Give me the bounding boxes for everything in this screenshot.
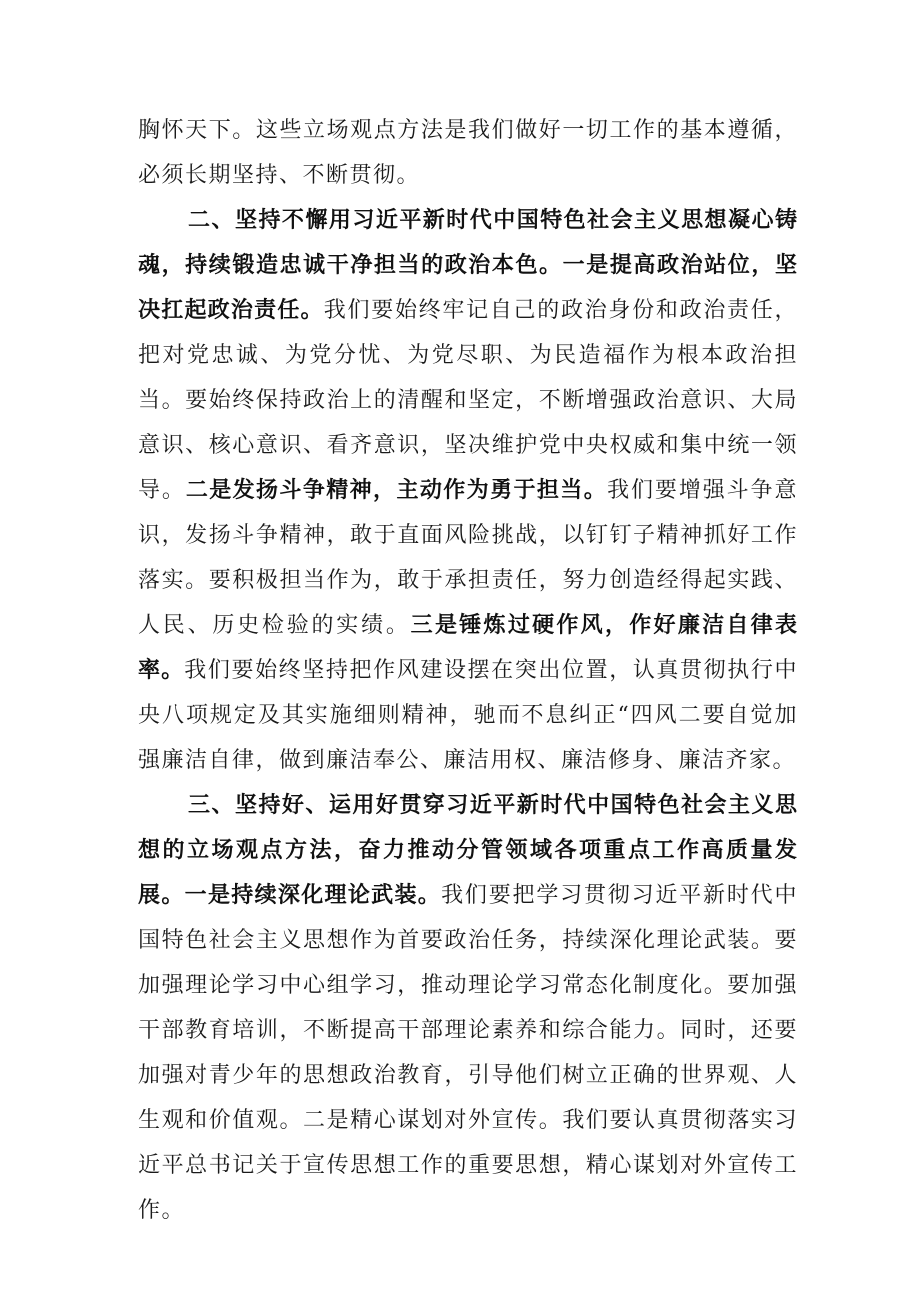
section-heading: 三、坚持好、运用好贯穿习近平新时代中国特色社会主义思想的立场观点方法，奋力推动分管领域各项重点工作高质量发展。 — [138, 793, 798, 908]
subpoint-text: 我们要增强斗争意识，发扬斗争精神，敢于直面风险挑战，以钉钉子精神抓好工作落实。要积极担当作为，敢于承担责任，努力创造经得起实践、人民、历史检验的实绩。 — [138, 478, 798, 638]
subpoint-text: 我们要把学习贯彻习近平新时代中国特色社会主义思想作为首要政治任务，持续深化理论武装。要加强理论学习中心组学习，推动理论学习常态化制度化。要加强干部教育培训，不断提高干部理论素养和综合能力。同时，还要加强对青少年的思想政治教育，引导他们树立正确的世界观、人生观和价值观。二是精心谋划对外宣传。我们要认真贯彻落实习近平总书记关于宣传思想工作的重要思想，精心谋划对外宣传工作。 — [138, 883, 798, 1223]
subpoint-text: 我们要始终坚持把作风建设摆在突出位置，认真贯彻执行中央八项规定及其实施细则精神，驰而不息纠正“四风二要自觉加强廉洁自律，做到廉洁奉公、廉洁用权、廉洁修身、廉洁齐家。 — [138, 658, 798, 773]
paragraph-text: 胸怀天下。这些立场观点方法是我们做好一切工作的基本遵循，必须长期坚持、不断贯彻。 — [138, 118, 798, 188]
paragraph-section-two — [138, 198, 798, 783]
subpoint-text: 我们要始终牢记自己的政治身份和政治责任，把对党忠诚、为党分忧、为党尽职、为民造福作为根本政治担当。要始终保持政治上的清醒和坚定，不断增强政治意识、大局意识、核心意识、看齐意识，坚决维护党中央权威和集中统一领导。 — [138, 298, 798, 503]
subpoint-title: 一是持续深化理论武装。 — [184, 883, 442, 908]
document-body — [138, 108, 798, 1233]
paragraph-continuation — [138, 108, 798, 198]
paragraph-section-three — [138, 783, 798, 1233]
subpoint-title: 二是发扬斗争精神，主动作为勇于担当。 — [185, 478, 608, 503]
subpoint-title: 一是提高政治站位，坚决扛起政治责任。 — [138, 253, 798, 323]
subpoint-title: 三是锤炼过硬作风，作好廉洁自律表率。 — [138, 613, 798, 683]
section-heading: 二、坚持不懈用习近平新时代中国特色社会主义思想凝心铸魂，持续锻造忠诚干净担当的政治本色。 — [138, 208, 798, 278]
